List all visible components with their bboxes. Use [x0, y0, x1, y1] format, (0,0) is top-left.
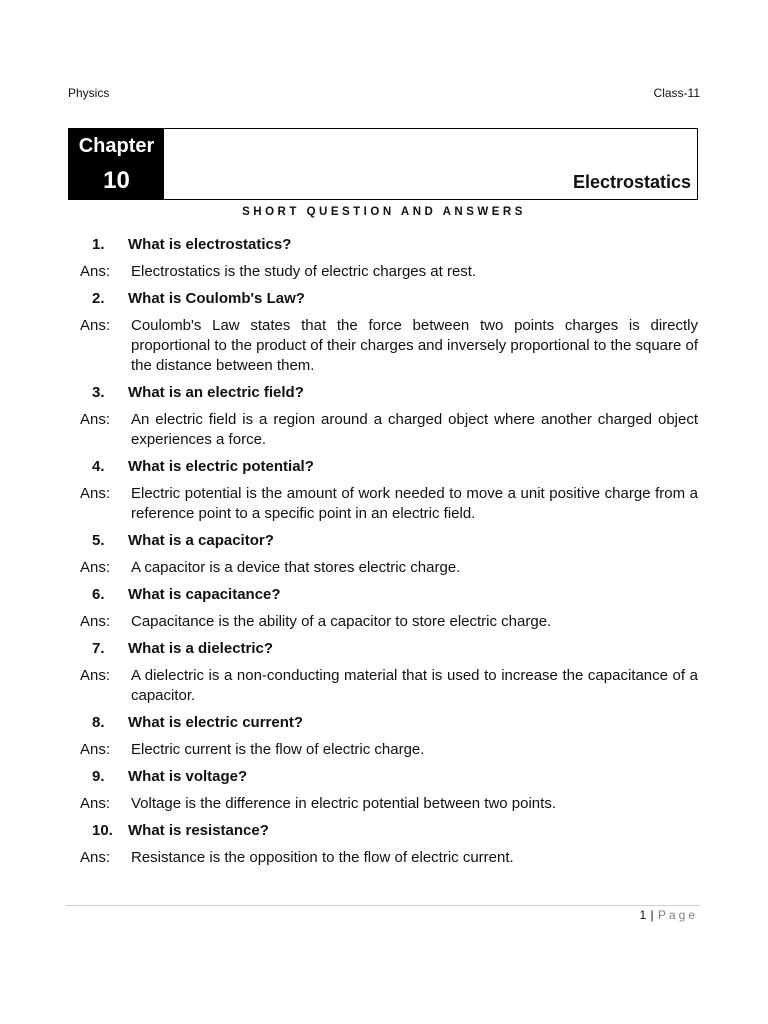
page-number: 1	[639, 908, 647, 922]
chapter-label-block	[69, 129, 164, 199]
header-class: Class-11	[653, 86, 700, 100]
question-text: What is capacitance?	[128, 586, 281, 603]
chapter-banner	[68, 128, 698, 200]
page-separator: |	[650, 908, 655, 922]
answer-text: An electric field is a region around a charged object where another charged object experiences a force.	[131, 411, 698, 448]
footer-divider	[66, 905, 700, 906]
question-number: 3.	[92, 384, 105, 401]
answer-text: A capacitor is a device that stores electric charge.	[131, 559, 461, 576]
question-text: What is voltage?	[128, 768, 248, 785]
answer-row	[68, 410, 698, 450]
answer-row	[68, 558, 698, 578]
answer-label: Ans:	[80, 849, 111, 866]
answer-row	[68, 848, 698, 868]
question-row	[68, 457, 698, 477]
question-number: 7.	[92, 640, 105, 657]
question-number-cell	[68, 639, 128, 659]
answer-text: Capacitance is the ability of a capacitor to store electric charge.	[131, 613, 552, 630]
question-text: What is electrostatics?	[128, 236, 292, 253]
question-row	[68, 235, 698, 255]
question-row	[68, 383, 698, 403]
question-number-cell	[68, 713, 128, 733]
question-row	[68, 639, 698, 659]
question-row	[68, 531, 698, 551]
question-text: What is a capacitor?	[128, 532, 274, 549]
answer-row	[68, 484, 698, 524]
question-number: 5.	[92, 532, 105, 549]
question-text: What is an electric field?	[128, 384, 304, 401]
question-number: 9.	[92, 768, 105, 785]
question-row	[68, 713, 698, 733]
question-row	[68, 821, 698, 841]
chapter-number: 10	[103, 167, 130, 194]
header-subject: Physics	[68, 86, 110, 100]
question-number: 2.	[92, 290, 105, 307]
answer-text: Electric potential is the amount of work needed to move a unit positive charge from a reference point to a specific point in an electric field.	[131, 485, 698, 522]
question-number-cell	[68, 457, 128, 477]
chapter-title: Electrostatics	[572, 172, 691, 192]
chapter-word: Chapter	[78, 135, 155, 157]
answer-row	[68, 794, 698, 814]
answer-label: Ans:	[80, 741, 111, 758]
answer-label: Ans:	[80, 263, 111, 280]
answer-text: Electric current is the flow of electric charge.	[131, 741, 425, 758]
question-row	[68, 767, 698, 787]
answer-row	[68, 666, 698, 706]
question-row	[68, 585, 698, 605]
question-number: 8.	[92, 714, 105, 731]
page-word: Page	[657, 908, 698, 922]
answer-text: Electrostatics is the study of electric charges at rest.	[131, 263, 477, 280]
section-title: SHORT QUESTION AND ANSWERS	[242, 206, 526, 218]
answer-text: Coulomb's Law states that the force between two points charges is directly proportional to the product of their charges and inversely proportional to the square of the distance between them.	[131, 317, 699, 374]
question-number-cell	[68, 821, 128, 841]
answer-label: Ans:	[80, 485, 111, 502]
question-number-cell	[68, 289, 128, 309]
question-text: What is Coulomb's Law?	[128, 290, 305, 307]
answer-row	[68, 740, 698, 760]
answer-label: Ans:	[80, 411, 111, 428]
answer-label: Ans:	[80, 559, 111, 576]
answer-label: Ans:	[80, 317, 111, 334]
question-text: What is a dielectric?	[128, 640, 274, 657]
qa-list	[68, 228, 698, 868]
question-number-cell	[68, 531, 128, 551]
answer-label: Ans:	[80, 613, 111, 630]
page-footer	[639, 908, 698, 922]
question-text: What is electric potential?	[128, 458, 314, 475]
question-number: 6.	[92, 586, 105, 603]
answer-text: Voltage is the difference in electric potential between two points.	[131, 795, 556, 812]
question-number-cell	[68, 383, 128, 403]
question-number-cell	[68, 585, 128, 605]
question-number: 1.	[92, 236, 105, 253]
question-number: 4.	[92, 458, 105, 475]
question-text: What is resistance?	[128, 822, 269, 839]
question-number-cell	[68, 767, 128, 787]
answer-label: Ans:	[80, 667, 111, 684]
answer-row	[68, 316, 698, 376]
question-number: 10.	[92, 822, 113, 839]
answer-text: Resistance is the opposition to the flow of electric current.	[131, 849, 514, 866]
answer-row	[68, 612, 698, 632]
question-text: What is electric current?	[128, 714, 304, 731]
question-number-cell	[68, 235, 128, 255]
question-row	[68, 289, 698, 309]
answer-text: A dielectric is a non-conducting material that is used to increase the capacitance of a capacitor.	[131, 667, 698, 704]
answer-label: Ans:	[80, 795, 111, 812]
answer-row	[68, 262, 698, 282]
